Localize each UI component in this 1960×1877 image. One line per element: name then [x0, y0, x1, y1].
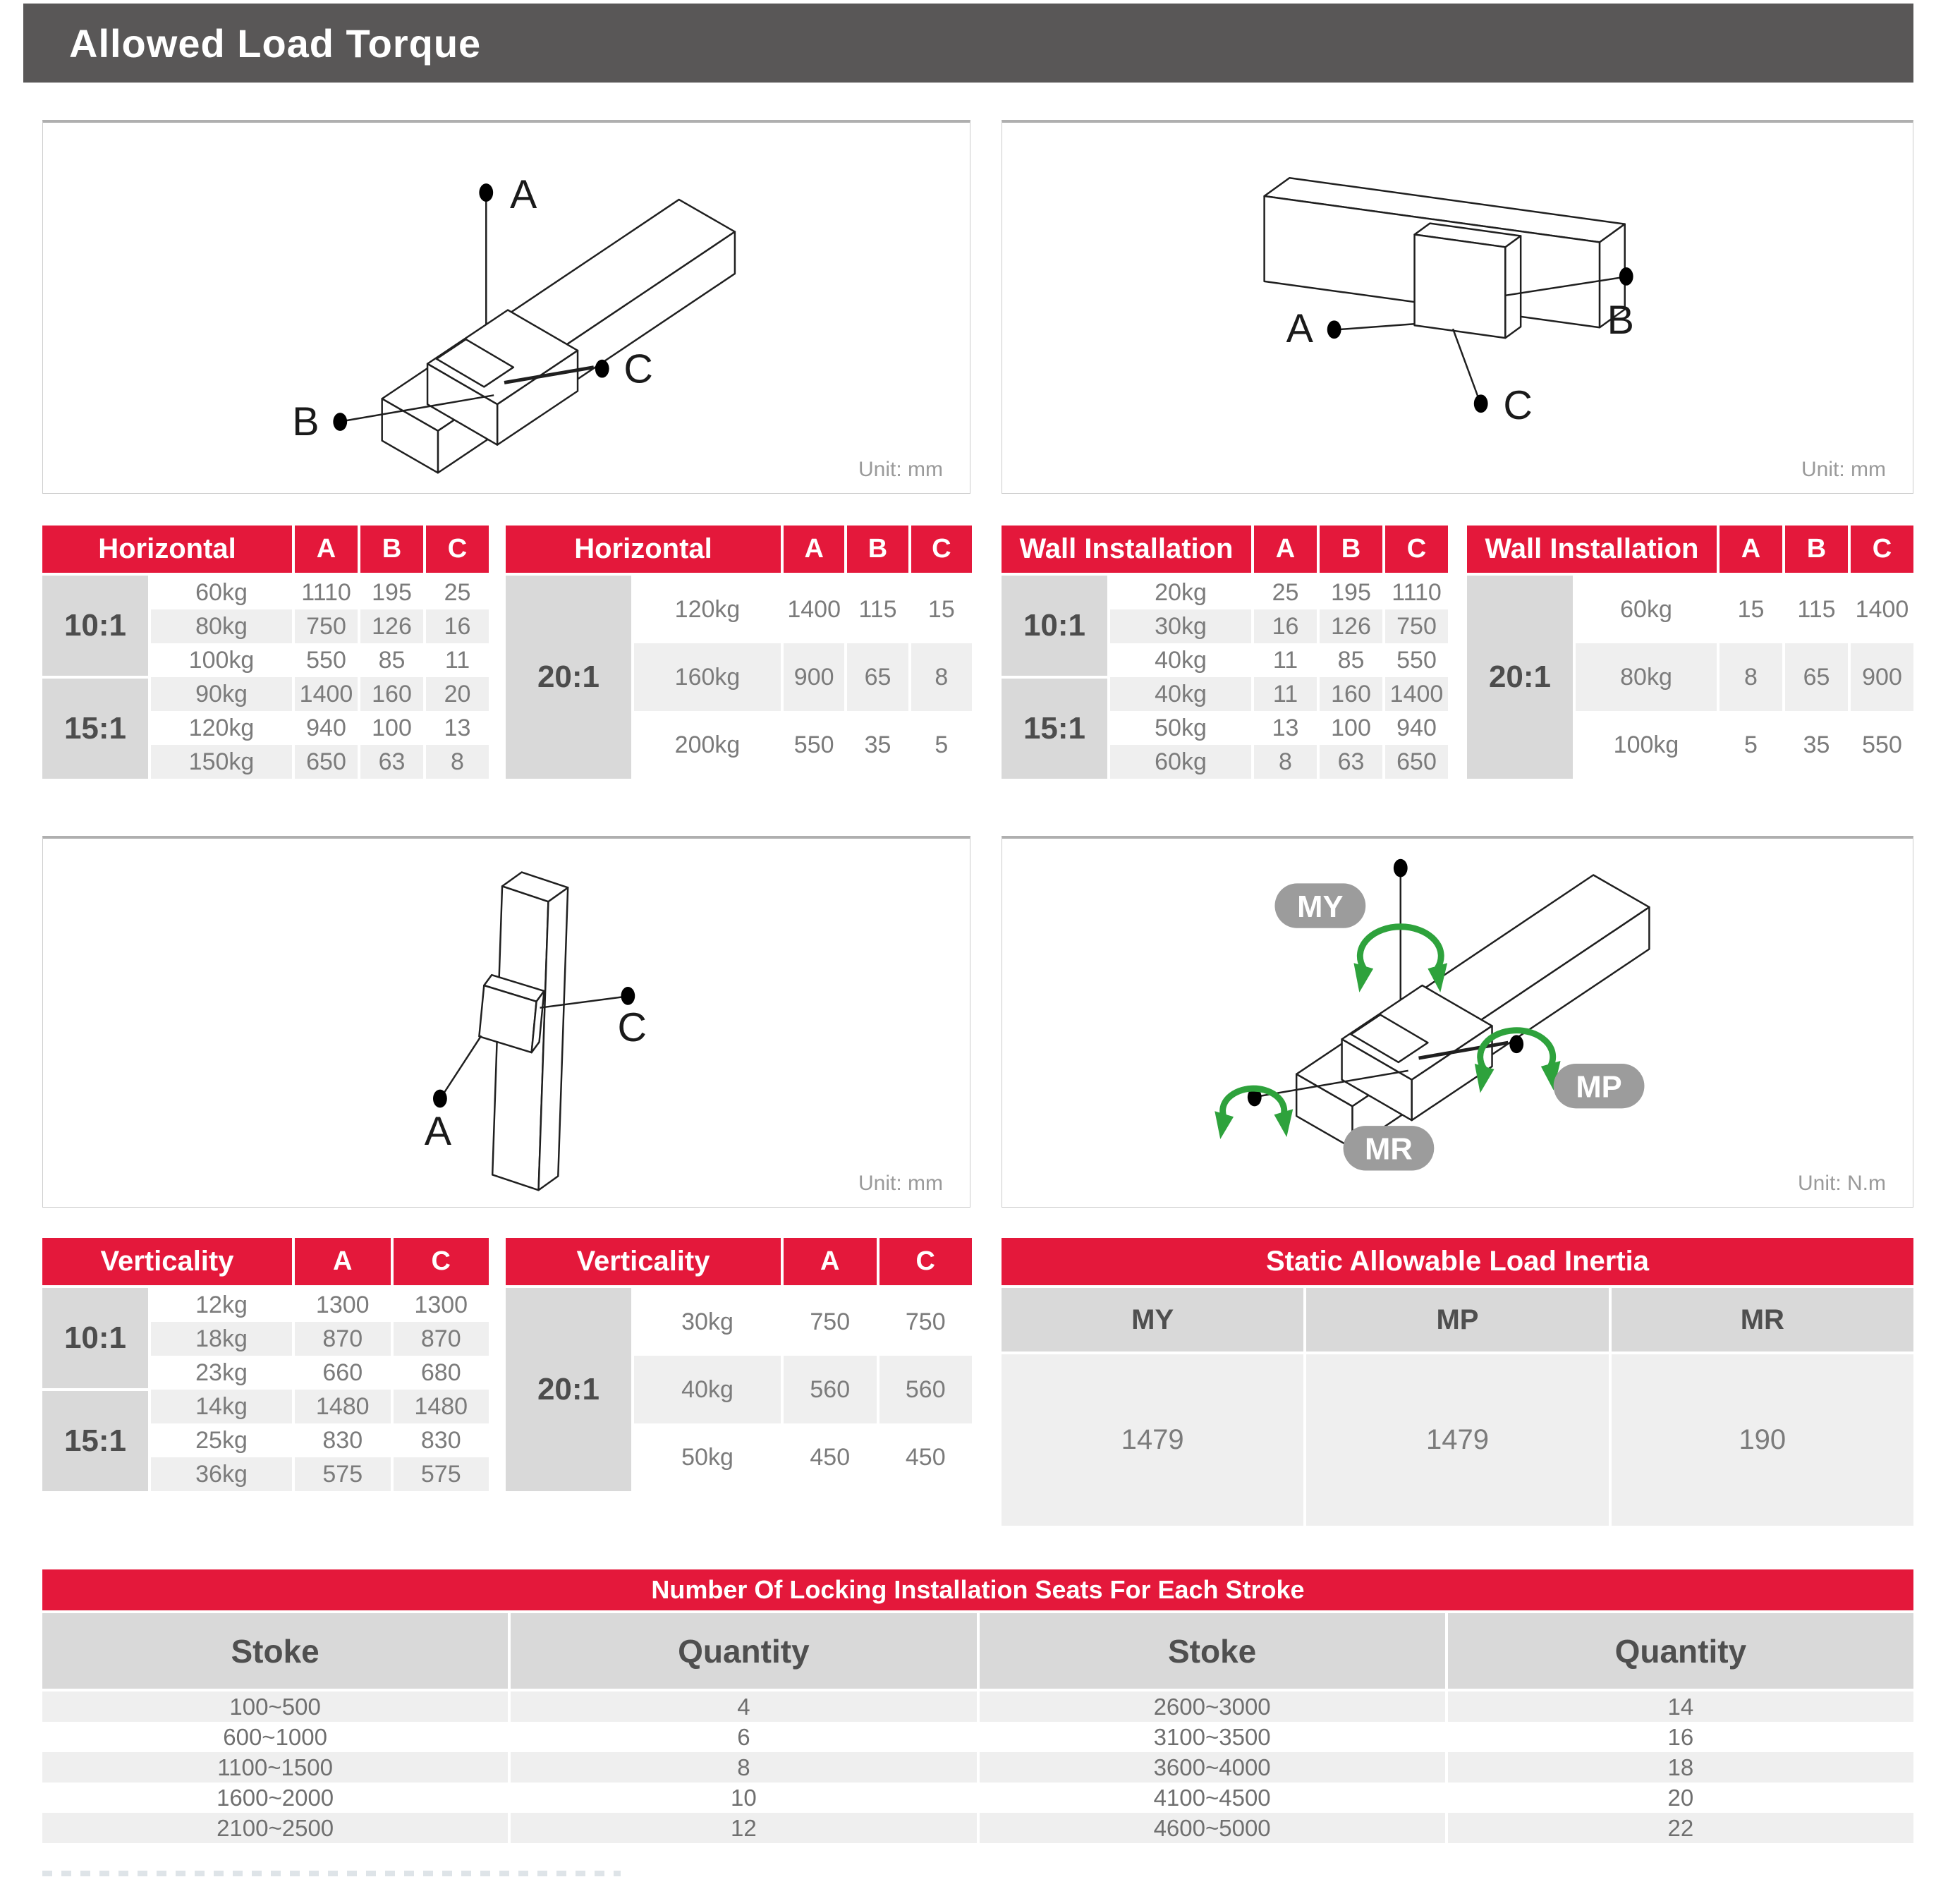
page-title: Allowed Load Torque: [69, 20, 482, 66]
ratio-cell: 20:1: [506, 576, 631, 779]
table-verticality-2: [506, 1238, 972, 1491]
value-cell: 750: [810, 1308, 851, 1335]
ratio-cell: 10:1: [1002, 576, 1107, 676]
value-cell: 13: [444, 714, 471, 741]
quantity-cell: 16: [1667, 1723, 1694, 1750]
stroke-cell: 4100~4500: [1153, 1784, 1271, 1811]
value-cell: 750: [905, 1308, 946, 1335]
value-cell: 115: [858, 595, 897, 623]
value-cell: 575: [295, 1457, 391, 1491]
value-cell: 25: [444, 578, 471, 606]
value-cell: 1110: [1392, 578, 1442, 606]
value-cell: 5: [1744, 731, 1758, 758]
table-title: Wall Installation: [1467, 526, 1717, 573]
stroke-cell: 2100~2500: [42, 1813, 508, 1843]
value-column-c: [426, 576, 489, 779]
col-header-a: A: [784, 1238, 877, 1285]
ratio-cell: 15:1: [42, 679, 148, 779]
axis-c-point: [621, 987, 635, 1005]
value-cell: 1300: [414, 1291, 468, 1318]
axis-a-point: [479, 183, 493, 202]
verticality-drawing: [43, 839, 970, 1207]
ratio-cell: 20:1: [1467, 576, 1573, 779]
col-header-c: C: [911, 526, 972, 573]
ratio-cell: 20:1: [506, 1288, 631, 1491]
col-header-c: C: [1385, 526, 1448, 573]
mr-badge-label: MR: [1365, 1132, 1413, 1167]
axis-b-point: [1619, 267, 1633, 286]
value-cell: 16: [1254, 609, 1317, 643]
table-body: [42, 1288, 489, 1491]
value-cell: 1400: [1855, 595, 1909, 623]
weight-cell: 36kg: [151, 1457, 292, 1491]
value-cell: 550: [793, 731, 834, 758]
weight-cell: 120kg: [188, 714, 255, 741]
value-cell: 550: [1862, 731, 1902, 758]
diagram-verticality: [42, 836, 970, 1208]
value-column-a: [784, 576, 844, 779]
ratio-column: [506, 576, 631, 779]
col-header-mp: MP: [1306, 1288, 1608, 1351]
carriage-side-face: [1505, 236, 1521, 338]
col-header-b: B: [360, 526, 423, 573]
table-header: [506, 526, 972, 573]
axis-a-label: A: [509, 171, 537, 217]
weight-column: [634, 1288, 781, 1491]
value-cell: 35: [1803, 731, 1830, 758]
col-header-a: A: [295, 526, 358, 573]
value-cell: 25: [1272, 578, 1299, 606]
value-cell: 450: [810, 1443, 851, 1471]
value-cell: 190: [1612, 1354, 1913, 1526]
weight-cell: 60kg: [195, 578, 248, 606]
col-header-a: A: [784, 526, 844, 573]
axis-a-point: [433, 1090, 447, 1108]
stroke-column-2: [980, 1613, 1445, 1843]
axis-c-label: C: [623, 346, 653, 392]
weight-cell: 80kg: [151, 609, 292, 643]
axis-a-line: [1338, 324, 1415, 329]
ratio-cell: 15:1: [42, 1391, 148, 1491]
col-header-a: A: [1254, 526, 1317, 573]
ratio-cell: 10:1: [42, 1288, 148, 1388]
stroke-cell: 1100~1500: [42, 1752, 508, 1782]
value-column-b: [360, 576, 423, 779]
value-cell: 870: [295, 1322, 391, 1356]
value-cell: 160: [360, 677, 423, 711]
weight-cell: 30kg: [681, 1308, 734, 1335]
col-header-b: B: [1785, 526, 1848, 573]
ratio-column: [1002, 576, 1107, 779]
torque-axes-drawing: [1002, 839, 1913, 1207]
table-title: Wall Installation: [1002, 526, 1251, 573]
value-cell: 940: [306, 714, 346, 741]
value-cell: 550: [1396, 646, 1437, 674]
weight-cell: 25kg: [195, 1426, 248, 1454]
axis-a-label: A: [424, 1108, 452, 1154]
section-title-bar: [23, 4, 1913, 83]
unit-label: Unit: mm: [1801, 458, 1886, 481]
value-cell: 20: [426, 677, 489, 711]
value-column-b: [847, 576, 908, 779]
weight-cell: 60kg: [1620, 595, 1672, 623]
value-cell: 11: [444, 646, 470, 674]
col-header-a: A: [295, 1238, 391, 1285]
table-title: Number Of Locking Installation Seats For Each Stroke: [42, 1569, 1913, 1610]
table-horizontal-2: [506, 526, 972, 779]
table-header: [42, 526, 489, 573]
value-cell: 8: [1254, 745, 1317, 779]
table-header: [1467, 526, 1913, 573]
axis-b-point: [333, 413, 347, 431]
value-column-c: [1851, 576, 1913, 779]
col-header-b: B: [1320, 526, 1382, 573]
value-cell: 560: [784, 1356, 877, 1423]
col-header-b: B: [847, 526, 908, 573]
col-header-a: A: [1719, 526, 1782, 573]
ratio-cell: 10:1: [42, 576, 148, 676]
stroke-cell: 3600~4000: [980, 1752, 1445, 1782]
value-cell: 650: [1385, 745, 1448, 779]
weight-column: [634, 576, 781, 779]
col-header-c: C: [879, 1238, 973, 1285]
weight-cell: 50kg: [1155, 714, 1207, 741]
weight-cell: 150kg: [151, 745, 292, 779]
table-header: [1002, 526, 1448, 573]
value-column-a: [784, 1288, 877, 1491]
value-column-c: [1385, 576, 1448, 779]
col-header-stroke: Stoke: [42, 1613, 508, 1689]
weight-cell: 160kg: [634, 643, 781, 711]
weight-cell: 120kg: [674, 595, 741, 623]
col-header-mr: MR: [1612, 1288, 1913, 1351]
weight-cell: 200kg: [674, 731, 741, 758]
quantity-cell: 18: [1448, 1752, 1913, 1782]
ratio-column: [506, 1288, 631, 1491]
weight-cell: 90kg: [151, 677, 292, 711]
value-cell: 195: [1331, 578, 1371, 606]
table-body: [506, 1288, 972, 1491]
table-body: [42, 1613, 1913, 1843]
weight-cell: 100kg: [1613, 731, 1679, 758]
axis-a-label: A: [1286, 306, 1313, 352]
value-cell: 1479: [1306, 1354, 1608, 1526]
value-column-a: [295, 1288, 391, 1491]
stroke-cell: 3100~3500: [1153, 1723, 1271, 1750]
axis-c-label: C: [1503, 383, 1533, 428]
value-cell: 15: [1737, 595, 1765, 623]
quantity-column-1: [511, 1613, 976, 1843]
unit-label: Unit: mm: [858, 458, 943, 481]
col-header-c: C: [394, 1238, 489, 1285]
value-cell: 1400: [295, 677, 358, 711]
value-column-b: [1320, 576, 1382, 779]
quantity-cell: 6: [737, 1723, 750, 1750]
value-cell: 11: [1272, 646, 1298, 674]
value-cell: 1110: [301, 578, 351, 606]
value-cell: 660: [322, 1359, 363, 1386]
axis-c-point: [1474, 394, 1488, 413]
value-cell: 830: [420, 1426, 461, 1454]
table-title: Verticality: [42, 1238, 292, 1285]
value-cell: 1400: [1385, 677, 1448, 711]
value-cell: 5: [935, 731, 949, 758]
quantity-cell: 10: [731, 1784, 757, 1811]
axis-c-line: [1453, 329, 1480, 401]
value-cell: 11: [1254, 677, 1317, 711]
axis-mp-point: [1509, 1035, 1523, 1053]
value-cell: 650: [295, 745, 358, 779]
inertia-header-row: [1002, 1288, 1913, 1351]
col-header-quantity: Quantity: [511, 1613, 976, 1689]
value-cell: 575: [394, 1457, 489, 1491]
value-cell: 160: [1320, 677, 1382, 711]
wall-installation-drawing: [1002, 123, 1913, 493]
table-body: [42, 576, 489, 779]
table-wall-1: [1002, 526, 1448, 779]
stroke-cell: 600~1000: [223, 1723, 327, 1750]
axis-c-label: C: [617, 1005, 647, 1051]
value-cell: 126: [360, 609, 423, 643]
mp-badge-label: MP: [1576, 1070, 1622, 1105]
value-cell: 1400: [787, 595, 841, 623]
weight-cell: 50kg: [681, 1443, 734, 1471]
value-cell: 100: [1331, 714, 1371, 741]
value-cell: 1480: [295, 1390, 391, 1423]
ratio-column: [1467, 576, 1573, 779]
weight-cell: 23kg: [195, 1359, 248, 1386]
diagram-wall-installation: [1002, 120, 1913, 494]
stroke-cell: 1600~2000: [217, 1784, 334, 1811]
value-cell: 1300: [315, 1291, 370, 1318]
value-cell: 63: [360, 745, 423, 779]
weight-cell: 40kg: [1110, 677, 1251, 711]
value-cell: 15: [927, 595, 955, 623]
value-cell: 1479: [1002, 1354, 1303, 1526]
quantity-column-2: [1448, 1613, 1913, 1843]
value-cell: 1480: [394, 1390, 489, 1423]
value-cell: 550: [306, 646, 346, 674]
table-header: [42, 1238, 489, 1285]
unit-label: Unit: mm: [858, 1172, 943, 1195]
value-cell: 35: [864, 731, 891, 758]
weight-cell: 20kg: [1155, 578, 1207, 606]
table-verticality-1: [42, 1238, 489, 1491]
value-cell: 900: [1851, 643, 1913, 711]
carriage-front-face: [1415, 234, 1506, 338]
value-cell: 85: [378, 646, 406, 674]
value-cell: 195: [372, 578, 412, 606]
value-cell: 680: [420, 1359, 461, 1386]
quantity-cell: 14: [1448, 1691, 1913, 1722]
value-column-c: [911, 576, 972, 779]
weight-cell: 80kg: [1576, 643, 1717, 711]
weight-cell: 100kg: [188, 646, 255, 674]
value-column-b: [1785, 576, 1848, 779]
ratio-cell: 15:1: [1002, 679, 1107, 779]
value-cell: 65: [847, 643, 908, 711]
table-title: Static Allowable Load Inertia: [1002, 1238, 1913, 1285]
table-body: [1002, 576, 1448, 779]
value-cell: 8: [911, 643, 972, 711]
value-cell: 8: [426, 745, 489, 779]
table-title: Horizontal: [42, 526, 292, 573]
value-cell: 450: [905, 1443, 946, 1471]
axis-b-label: B: [292, 399, 319, 444]
stroke-cell: 2600~3000: [980, 1691, 1445, 1722]
col-header-c: C: [426, 526, 489, 573]
value-cell: 63: [1320, 745, 1382, 779]
mr-arrowhead-left: [1215, 1111, 1234, 1139]
table-title: Verticality: [506, 1238, 781, 1285]
cut-off-text-fragment: [42, 1871, 621, 1876]
table-static-inertia: [1002, 1238, 1913, 1526]
value-cell: 115: [1797, 595, 1836, 623]
axis-b-label: B: [1607, 298, 1634, 344]
table-wall-2: [1467, 526, 1913, 779]
value-cell: 900: [784, 643, 844, 711]
stroke-cell: 100~500: [42, 1691, 508, 1722]
unit-label: Unit: N.m: [1797, 1172, 1886, 1195]
axis-a-point: [1327, 320, 1341, 339]
col-header-c: C: [1851, 526, 1913, 573]
value-cell: 940: [1396, 714, 1437, 741]
inertia-value-row: [1002, 1354, 1913, 1526]
my-badge-label: MY: [1297, 889, 1344, 924]
weight-cell: 30kg: [1110, 609, 1251, 643]
value-cell: 100: [372, 714, 412, 741]
weight-cell: 12kg: [195, 1291, 248, 1318]
weight-cell: 18kg: [151, 1322, 292, 1356]
value-cell: 8: [1719, 643, 1782, 711]
axis-my-point: [1394, 859, 1408, 877]
value-column-a: [1719, 576, 1782, 779]
weight-column: [1110, 576, 1251, 779]
weight-column: [151, 576, 292, 779]
diagram-torque-axes: [1002, 836, 1913, 1208]
my-arrowhead-left: [1353, 963, 1373, 992]
value-cell: 560: [879, 1356, 973, 1423]
value-column-a: [295, 576, 358, 779]
col-header-my: MY: [1002, 1288, 1303, 1351]
quantity-cell: 12: [511, 1813, 976, 1843]
table-body: [1467, 576, 1913, 779]
value-cell: 750: [1385, 609, 1448, 643]
col-header-stroke: Stoke: [980, 1613, 1445, 1689]
weight-cell: 14kg: [151, 1390, 292, 1423]
ratio-column: [42, 576, 148, 779]
ratio-column: [42, 1288, 148, 1491]
value-cell: 16: [426, 609, 489, 643]
stroke-column-1: [42, 1613, 508, 1843]
quantity-cell: 4: [511, 1691, 976, 1722]
quantity-cell: 22: [1448, 1813, 1913, 1843]
axis-c-point: [595, 360, 609, 378]
quantity-cell: 20: [1667, 1784, 1694, 1811]
weight-column: [151, 1288, 292, 1491]
horizontal-load-drawing: [43, 123, 970, 493]
mr-arrowhead-right: [1274, 1109, 1293, 1137]
axis-a-line: [442, 1035, 481, 1095]
value-cell: 870: [394, 1322, 489, 1356]
table-header: [506, 1238, 972, 1285]
value-cell: 13: [1272, 714, 1299, 741]
quantity-cell: 8: [511, 1752, 976, 1782]
stroke-cell: 4600~5000: [980, 1813, 1445, 1843]
weight-column: [1576, 576, 1717, 779]
value-column-c: [879, 1288, 973, 1491]
diagram-horizontal-load: [42, 120, 970, 494]
table-title: Horizontal: [506, 526, 781, 573]
value-column-c: [394, 1288, 489, 1491]
weight-cell: 40kg: [1155, 646, 1207, 674]
value-cell: 126: [1320, 609, 1382, 643]
value-cell: 750: [295, 609, 358, 643]
col-header-quantity: Quantity: [1448, 1613, 1913, 1689]
table-locking-seats: [42, 1569, 1913, 1843]
value-cell: 85: [1337, 646, 1365, 674]
table-body: [506, 576, 972, 779]
value-cell: 830: [322, 1426, 363, 1454]
weight-cell: 60kg: [1110, 745, 1251, 779]
value-cell: 65: [1785, 643, 1848, 711]
value-column-a: [1254, 576, 1317, 779]
table-horizontal-1: [42, 526, 489, 779]
weight-cell: 40kg: [634, 1356, 781, 1423]
